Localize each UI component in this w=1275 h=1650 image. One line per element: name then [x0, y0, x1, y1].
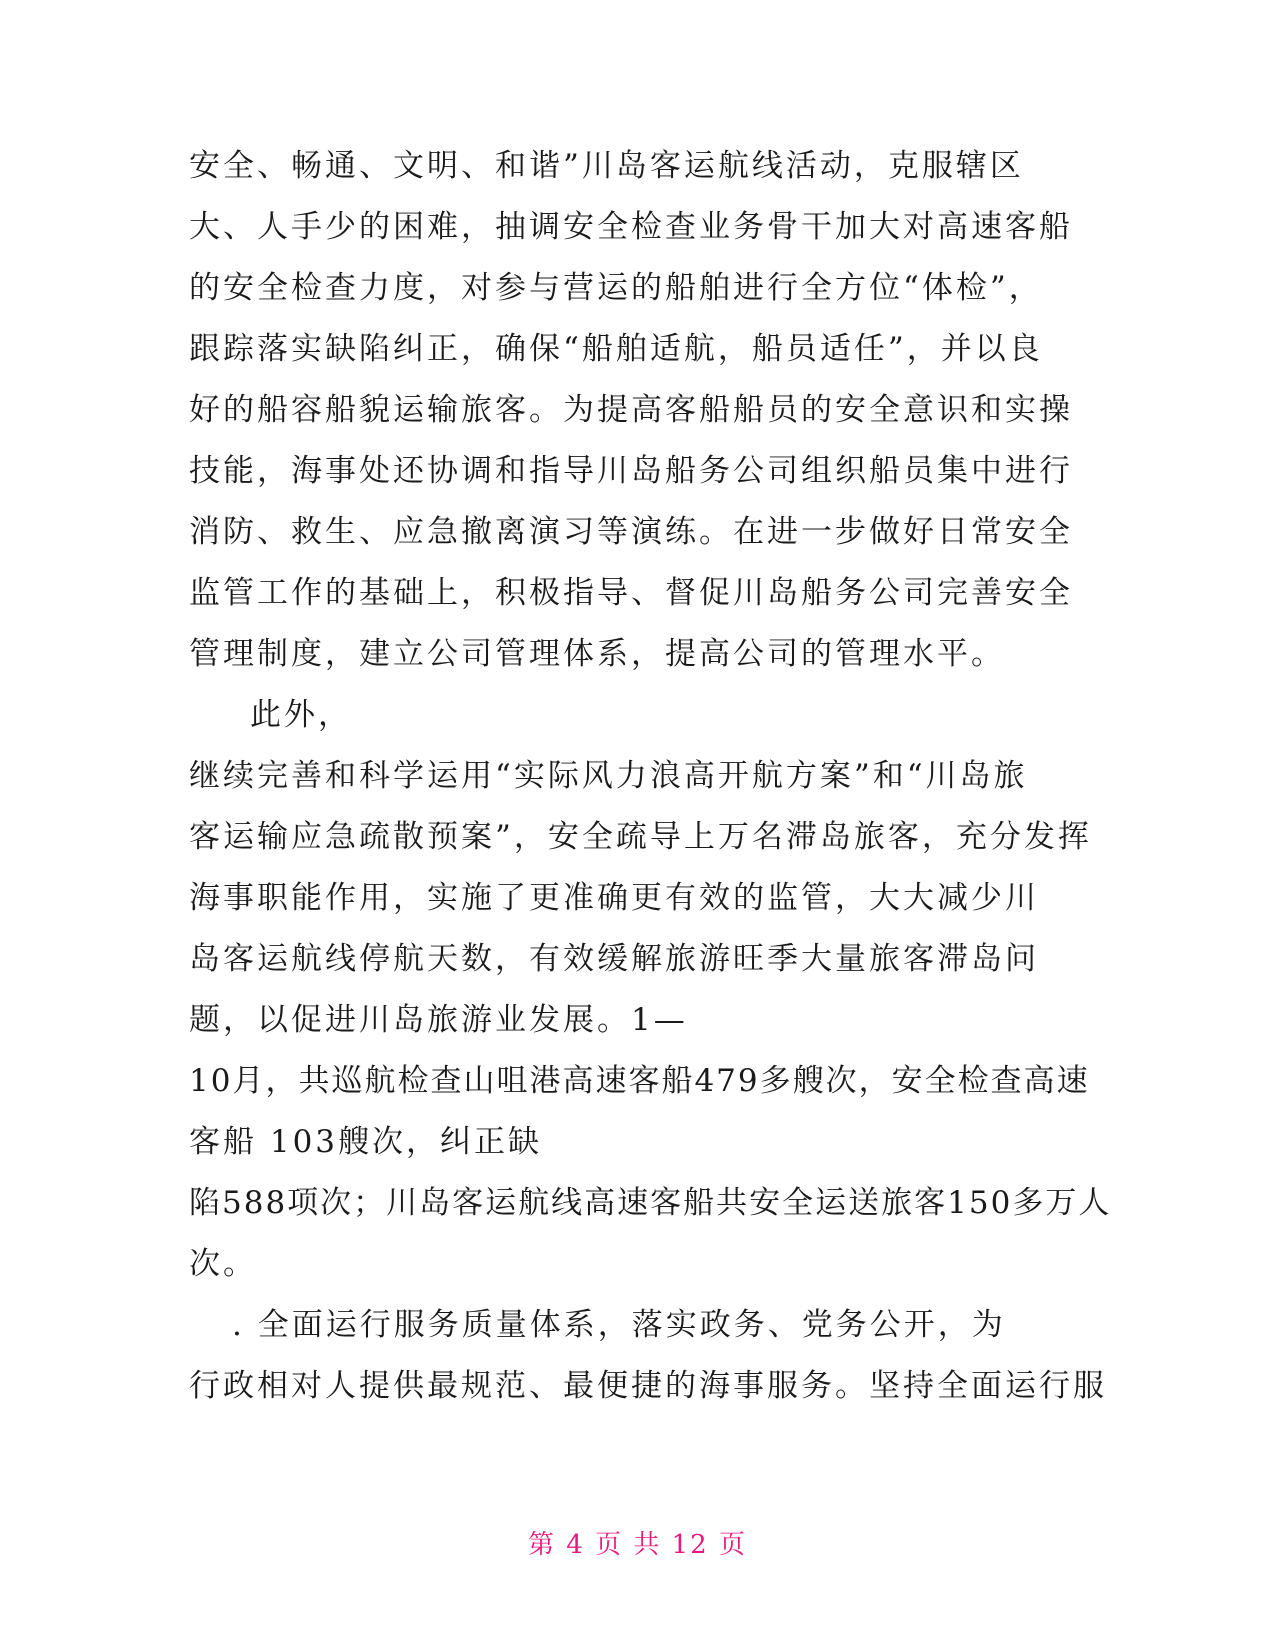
body-line: 海事职能作用，实施了更准确更有效的监管，大大减少川	[189, 880, 1039, 916]
paragraph-start-line: 此外，	[250, 697, 352, 733]
body-line: 陷588项次；川岛客运航线高速客船共安全运送旅客150多万人	[189, 1185, 1112, 1221]
body-line: 次。	[189, 1246, 257, 1282]
paragraph-start-line: . 全面运行服务质量体系，落实政务、党务公开，为	[232, 1307, 1006, 1343]
body-line: 好的船容船貌运输旅客。为提高客船船员的安全意识和实操	[189, 392, 1073, 428]
body-line: 继续完善和科学运用“实际风力浪高开航方案”和“川岛旅	[189, 758, 1028, 794]
page-number-footer: 第 4 页 共 12 页	[528, 1530, 747, 1560]
body-line: 管理制度，建立公司管理体系，提高公司的管理水平。	[189, 636, 1005, 672]
body-line: 客运输应急疏散预案”，安全疏导上万名滞岛旅客，充分发挥	[189, 819, 1092, 855]
body-line: 客船 103艘次，纠正缺	[189, 1124, 543, 1160]
body-line: 安全、畅通、文明、和谐”川岛客运航线活动，克服辖区	[189, 148, 1024, 184]
body-line: 10月，共巡航检查山咀港高速客船479多艘次，安全检查高速	[189, 1063, 1090, 1099]
body-line: 消防、救生、应急撤离演习等演练。在进一步做好日常安全	[189, 514, 1073, 550]
body-line: 岛客运航线停航天数，有效缓解旅游旺季大量旅客滞岛问	[189, 941, 1039, 977]
body-line: 题，以促进川岛旅游业发展。1—	[189, 1002, 688, 1038]
body-line: 行政相对人提供最规范、最便捷的海事服务。坚持全面运行服	[189, 1368, 1107, 1404]
body-line: 跟踪落实缺陷纠正，确保“船舶适航，船员适任”，并以良	[189, 331, 1043, 367]
body-line: 大、人手少的困难，抽调安全检查业务骨干加大对高速客船	[189, 209, 1073, 245]
body-line: 监管工作的基础上，积极指导、督促川岛船务公司完善安全	[189, 575, 1073, 611]
body-line: 技能，海事处还协调和指导川岛船务公司组织船员集中进行	[189, 453, 1073, 489]
body-line: 的安全检查力度，对参与营运的船舶进行全方位“体检”，	[189, 270, 1043, 306]
